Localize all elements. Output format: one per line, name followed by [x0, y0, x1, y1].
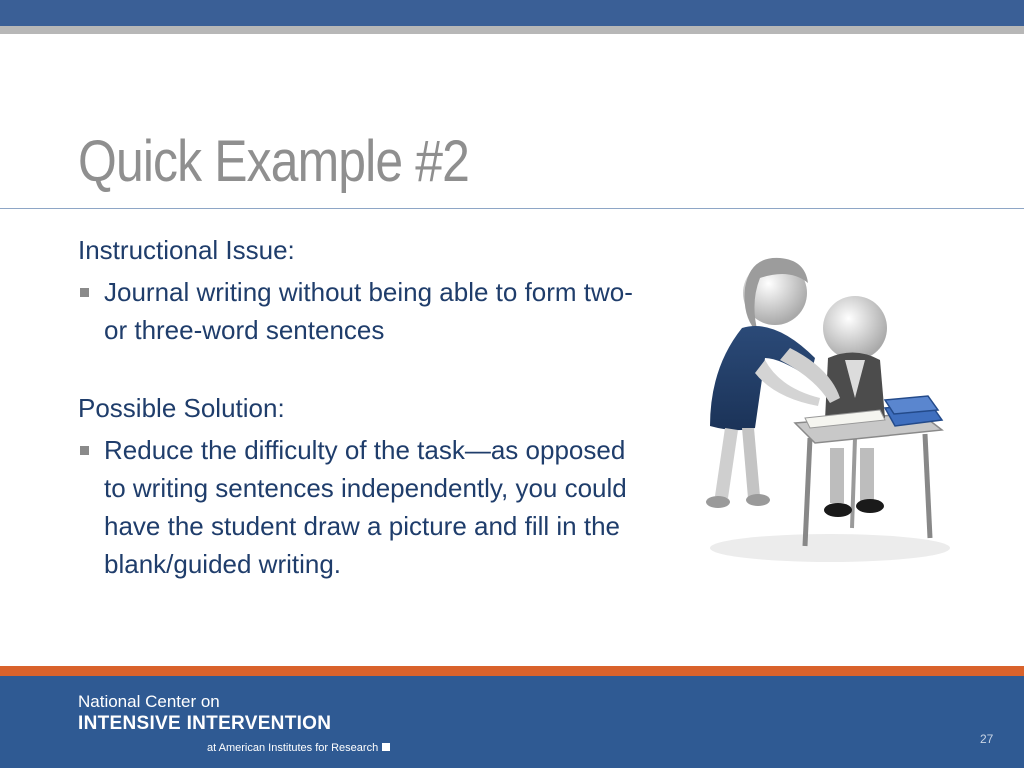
footer-accent-stripe [0, 666, 1024, 676]
section-heading-issue: Instructional Issue: [78, 235, 295, 265]
page-number: 27 [980, 732, 994, 746]
teacher-helping-student-illustration [680, 248, 960, 568]
bullet-text-issue: Journal writing without being able to form two- or three-word sentences [104, 277, 633, 345]
footer-org-line1: National Center on [78, 692, 220, 711]
header-bar [0, 0, 1024, 26]
bullet-item-issue [78, 273, 638, 349]
footer-affiliation-text: at American Institutes for Research [207, 742, 379, 754]
bullet-text-solution: Reduce the difficulty of the task—as opposed to writing sentences independently, you could have the student draw a picture and fill in the blank/guided writing. [104, 435, 627, 579]
title-divider [0, 208, 1024, 209]
section-heading-solution: Possible Solution: [78, 393, 285, 423]
bullet-item-solution [78, 431, 638, 583]
header-stripe [0, 26, 1024, 34]
slide-title: Quick Example #2 [78, 129, 470, 194]
slide-content [78, 233, 638, 583]
footer-org-affiliation [207, 742, 390, 754]
footer-org-name: INTENSIVE INTERVENTION [78, 713, 332, 734]
square-bullet-icon [80, 288, 89, 297]
square-logo-icon [382, 743, 390, 751]
square-bullet-icon [80, 446, 89, 455]
